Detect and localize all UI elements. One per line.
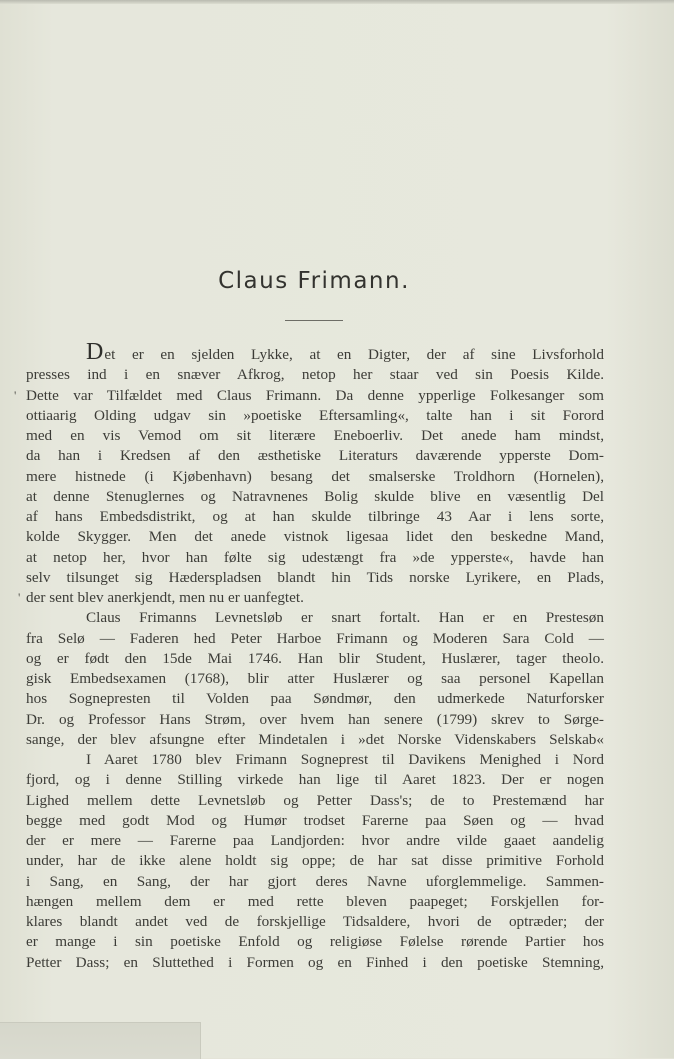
text-line: begge med godt Mod og Humør trodset Farerne paa Søen og — hvad <box>26 811 604 829</box>
text-line: mere histnede (i Kjøbenhavn) besang det smalserske Troldhorn (Hornelen), <box>26 467 604 485</box>
scan-edge-strip <box>0 1022 201 1059</box>
text-line: med en vis Vemod om sit literære Eneboerliv. Det anede ham mindst, <box>26 427 604 444</box>
text-line: fra Selø — Faderen hed Peter Harboe Frimann og Moderen Sara Cold — <box>26 629 604 647</box>
margin-mark: ' <box>18 590 21 605</box>
text-line: I Aaret 1780 blev Frimann Sogneprest til Davikens Menighed i Nord <box>86 751 604 768</box>
text-line: Det er en sjelden Lykke, at en Digter, der af sine Livsforhold <box>86 339 604 365</box>
drop-cap: D <box>86 339 105 365</box>
text-line: og er født den 15de Mai 1746. Han blir Student, Huslærer, tager theolo. <box>26 649 604 667</box>
body-text <box>26 339 604 973</box>
text-line: Claus Frimanns Levnetsløb er snart fortalt. Han er en Prestesøn <box>86 609 604 627</box>
text-line: Petter Dass; en Sluttethed i Formen og en Finhed i den poetiske Stemning, <box>26 953 604 971</box>
text-line: presses ind i en snæver Afkrog, netop her staar ved sin Poesis Kilde. <box>26 366 604 384</box>
text-line: da han i Kredsen af den æsthetiske Literaturs daværende ypperste Dom- <box>26 447 604 465</box>
chapter-title: Claus Frimann. <box>218 268 410 294</box>
page-top-edge <box>0 0 674 4</box>
text-line: Dette var Tilfældet med Claus Frimann. Da denne ypperlige Folkesanger som <box>26 386 604 404</box>
title-rule-divider <box>285 320 343 321</box>
text-line: Dr. og Professor Hans Strøm, over hvem han senere (1799) skrev to Sørge- <box>26 710 604 728</box>
text-line: sange, der blev afsungne efter Mindetalen i »det Norske Videnskabers Selskab« <box>26 730 604 748</box>
text-line: hos Sognepresten til Volden paa Søndmør, den udmerkede Naturforsker <box>26 690 604 708</box>
text-line: at denne Stenuglernes og Natravnenes Bolig skulde blive en væsentlig Del <box>26 487 604 505</box>
text-line: selv tilsunget sig Hæderspladsen blandt hin Tids norske Lyrikere, en Plads, <box>26 568 604 586</box>
text-line: der sent blev anerkjendt, men nu er uanfegtet. <box>26 589 304 606</box>
text-line: der er mere — Farerne paa Landjorden: hvor andre vilde gaaet aandelig <box>26 832 604 849</box>
text-line: at netop her, hvor han følte sig udestængt fra »de ypperste«, havde han <box>26 548 604 566</box>
margin-mark: ' <box>14 388 17 403</box>
text-line: Lighed mellem dette Levnetsløb og Petter Dass's; de to Prestemænd har <box>26 791 604 809</box>
text-line: klares blandt andet ved de forskjellige Tidsaldere, hvori de optræder; der <box>26 913 604 930</box>
text-line: gisk Embedsexamen (1768), blir atter Huslærer og saa personel Kapellan <box>26 670 604 687</box>
text-line: kolde Skygger. Men det anede vistnok ligesaa lidet den beskedne Mand, <box>26 528 604 546</box>
text-line: ottiaarig Olding udgav sin »poetiske Eftersamling«, talte han i sit Forord <box>26 406 604 424</box>
text-line: hængen mellem dem er med rette bleven paapeget; Forskjellen for- <box>26 892 604 910</box>
text-line: fjord, og i denne Stilling virkede han lige til Aaret 1823. Der er nogen <box>26 771 604 789</box>
text-line: i Sang, en Sang, der har gjort deres Navne uforglemmelige. Sammen- <box>26 872 604 890</box>
text-line: af hans Embedsdistrikt, og at han skulde tilbringe 43 Aar i lens sorte, <box>26 508 604 525</box>
text-line: under, har de ikke alene holdt sig oppe; de har sat disse primitive Forhold <box>26 852 604 870</box>
text-line: er mange i sin poetiske Enfold og religiøse Følelse rørende Partier hos <box>26 933 604 951</box>
